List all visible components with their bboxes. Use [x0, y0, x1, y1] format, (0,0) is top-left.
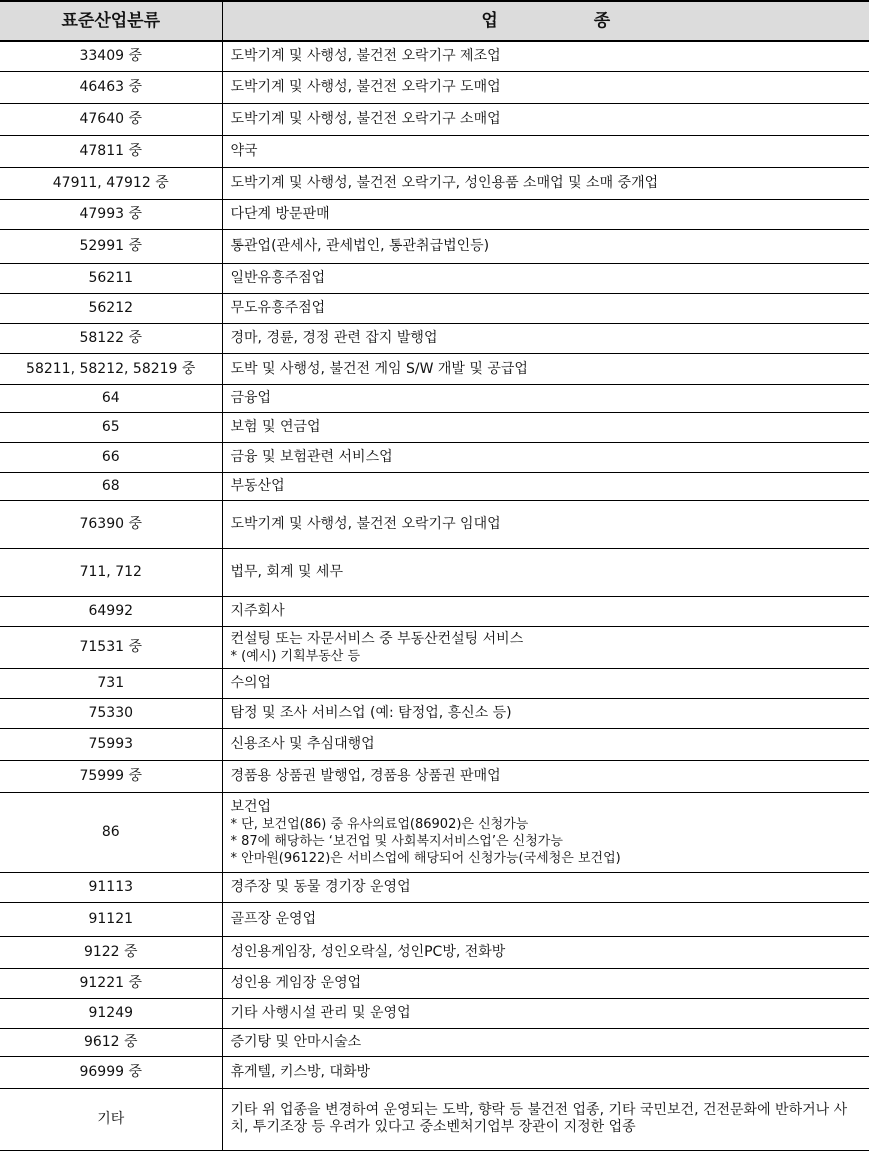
table-row: [0, 323, 869, 353]
table-header-row: [0, 1, 869, 41]
table-row: [0, 199, 869, 229]
column-header-industry: [222, 1, 869, 41]
industry-code-cell: 75999 중: [0, 760, 222, 792]
table-row: [0, 1056, 869, 1088]
industry-code-cell: 71531 중: [0, 626, 222, 668]
industry-code-cell: 68: [0, 472, 222, 500]
table-row: [0, 412, 869, 442]
industry-description-cell: 도박기계 및 사행성, 불건전 오락기구 임대업: [222, 500, 869, 548]
table-row: [0, 626, 869, 668]
industry-code-cell: 75330: [0, 698, 222, 728]
table-row: [0, 596, 869, 626]
industry-description-cell: 증기탕 및 안마시술소: [222, 1028, 869, 1056]
industry-description-cell: 일반유흥주점업: [222, 263, 869, 293]
industry-description-cell: 부동산업: [222, 472, 869, 500]
table-row: [0, 263, 869, 293]
industry-code-cell: 47993 중: [0, 199, 222, 229]
industry-code-cell: 기타: [0, 1088, 222, 1150]
industry-code-cell: 33409 중: [0, 41, 222, 71]
table-row: [0, 698, 869, 728]
industry-description-cell: 경주장 및 동물 경기장 운영업: [222, 872, 869, 902]
industry-code-cell: 91249: [0, 998, 222, 1028]
industry-code-cell: 64: [0, 384, 222, 412]
column-header-industry-part1: 업: [481, 11, 498, 31]
table-row: [0, 167, 869, 199]
table-row: [0, 384, 869, 412]
industry-description-cell: 성인용게임장, 성인오락실, 성인PC방, 전화방: [222, 936, 869, 968]
table-row: [0, 229, 869, 263]
industry-code-cell: 56211: [0, 263, 222, 293]
table-row: [0, 442, 869, 472]
table-row: [0, 293, 869, 323]
industry-description-cell: 경품용 상품권 발행업, 경품용 상품권 판매업: [222, 760, 869, 792]
table-row: [0, 472, 869, 500]
industry-code-cell: 9612 중: [0, 1028, 222, 1056]
industry-code-cell: 46463 중: [0, 71, 222, 103]
table-row: [0, 71, 869, 103]
industry-code-cell: 64992: [0, 596, 222, 626]
industry-description-cell: 기타 사행시설 관리 및 운영업: [222, 998, 869, 1028]
table-row: [0, 968, 869, 998]
industry-note: * 87에 해당하는 ‘보건업 및 사회복지서비스업’은 신청가능: [230, 833, 563, 849]
industry-code-cell: 52991 중: [0, 229, 222, 263]
industry-code-cell: 65: [0, 412, 222, 442]
industry-code-cell: 91121: [0, 902, 222, 936]
table-row: [0, 353, 869, 384]
industry-description: 컨설팅 또는 자문서비스 중 부동산컨설팅 서비스: [230, 630, 524, 647]
table-row: [0, 998, 869, 1028]
industry-code-cell: 711, 712: [0, 548, 222, 596]
industry-note: * 안마원(96122)은 서비스업에 해당되어 신청가능(국세청은 보건업): [230, 850, 621, 866]
table-row: [0, 135, 869, 167]
table-row: [0, 728, 869, 760]
industry-description-cell: 다단계 방문판매: [222, 199, 869, 229]
industry-description-cell: 성인용 게임장 운영업: [222, 968, 869, 998]
industry-description-cell: 통관업(관세사, 관세법인, 통관취급법인등): [222, 229, 869, 263]
industry-description-cell: 지주회사: [222, 596, 869, 626]
table-row: [0, 872, 869, 902]
industry-note: * (예시) 기획부동산 등: [230, 648, 361, 664]
industry-description-cell: 신용조사 및 추심대행업: [222, 728, 869, 760]
table-row: [0, 103, 869, 135]
table-body: [0, 41, 869, 1150]
table-row: [0, 792, 869, 872]
industry-code-cell: 58211, 58212, 58219 중: [0, 353, 222, 384]
industry-code-cell: 9122 중: [0, 936, 222, 968]
table-row: [0, 668, 869, 698]
table-row: [0, 902, 869, 936]
industry-description-cell: [222, 626, 869, 668]
industry-code-cell: 66: [0, 442, 222, 472]
industry-description-cell: 보험 및 연금업: [222, 412, 869, 442]
industry-description-cell: 경마, 경륜, 경정 관련 잡지 발행업: [222, 323, 869, 353]
industry-description-cell: 도박기계 및 사행성, 불건전 오락기구 소매업: [222, 103, 869, 135]
industry-code-cell: 56212: [0, 293, 222, 323]
table-row: [0, 936, 869, 968]
table-row: [0, 548, 869, 596]
industry-code-cell: 91221 중: [0, 968, 222, 998]
industry-code-cell: 91113: [0, 872, 222, 902]
industry-description-cell: 골프장 운영업: [222, 902, 869, 936]
industry-description-cell: 도박기계 및 사행성, 불건전 오락기구 도매업: [222, 71, 869, 103]
industry-note: * 단, 보건업(86) 중 유사의료업(86902)은 신청가능: [230, 816, 529, 832]
table-row: [0, 500, 869, 548]
industry-description-cell: 도박 및 사행성, 불건전 게임 S/W 개발 및 공급업: [222, 353, 869, 384]
industry-description-cell: 법무, 회계 및 세무: [222, 548, 869, 596]
table-row: [0, 1028, 869, 1056]
industry-description: 보건업: [230, 798, 272, 815]
industry-description-cell: [222, 792, 869, 872]
industry-code-cell: 47811 중: [0, 135, 222, 167]
table-row: [0, 760, 869, 792]
column-header-industry-part2: 종: [593, 11, 611, 31]
industry-code-cell: 58122 중: [0, 323, 222, 353]
industry-description-cell: 도박기계 및 사행성, 불건전 오락기구 제조업: [222, 41, 869, 71]
industry-description-cell: 약국: [222, 135, 869, 167]
industry-code-cell: 96999 중: [0, 1056, 222, 1088]
industry-description-cell: 탐정 및 조사 서비스업 (예: 탐정업, 흥신소 등): [222, 698, 869, 728]
industry-description-cell: 휴게텔, 키스방, 대화방: [222, 1056, 869, 1088]
industry-code-cell: 86: [0, 792, 222, 872]
industry-code-cell: 47911, 47912 중: [0, 167, 222, 199]
industry-description-cell: 금융업: [222, 384, 869, 412]
table-row: [0, 1088, 869, 1150]
industry-code-cell: 47640 중: [0, 103, 222, 135]
table-row: [0, 41, 869, 71]
industry-description-cell: 무도유흥주점업: [222, 293, 869, 323]
industry-description-cell: 도박기계 및 사행성, 불건전 오락기구, 성인용품 소매업 및 소매 중개업: [222, 167, 869, 199]
industry-description-cell: 수의업: [222, 668, 869, 698]
industry-code-cell: 731: [0, 668, 222, 698]
industry-code-cell: 75993: [0, 728, 222, 760]
industry-description-cell: 기타 위 업종을 변경하여 운영되는 도박, 향락 등 불건전 업종, 기타 국민보건, 건전문화에 반하거나 사치, 투기조장 등 우려가 있다고 중소벤처기업부 장관이 지정한 업종: [222, 1088, 869, 1150]
industry-description-cell: 금융 및 보험관련 서비스업: [222, 442, 869, 472]
industry-code-cell: 76390 중: [0, 500, 222, 548]
column-header-code: 표준산업분류: [0, 1, 222, 41]
